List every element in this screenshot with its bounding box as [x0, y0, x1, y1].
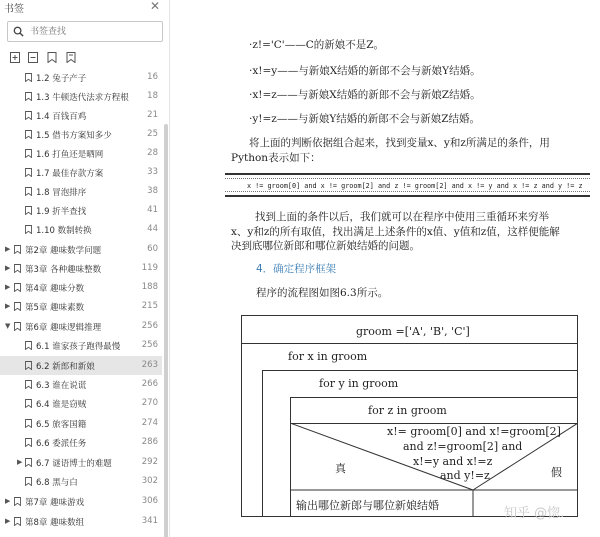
document-page [178, 0, 600, 537]
bookmark-icon [25, 149, 32, 158]
text-line-xz: ·x!=z——与新娘X结婚的新郎不会与新娘Z结婚。 [249, 89, 481, 101]
bookmark-icon [14, 302, 21, 311]
flow-loop-z: for z in groom [368, 404, 447, 417]
bookmark-page-number: 302 [141, 476, 158, 486]
bookmark-label: 1.10 数制转换 [36, 226, 92, 236]
bookmark-item[interactable] [0, 492, 162, 511]
bookmark-label: 1.5 借书方案知多少 [36, 131, 112, 141]
sidebar-header [0, 0, 170, 14]
flow-init: groom =['A', 'B', 'C'] [356, 325, 470, 338]
paragraph-1-line-2: Python表示如下： [231, 152, 321, 164]
bookmark-item[interactable] [0, 240, 162, 259]
bookmark-item[interactable] [0, 512, 162, 531]
flow-true-label: 真 [335, 462, 346, 475]
sidebar-title: 书签 [4, 4, 24, 15]
bookmark-item[interactable] [0, 220, 162, 239]
bookmark-page-number: 266 [141, 379, 158, 389]
bookmark-icon [25, 419, 32, 428]
bookmark-icon [25, 92, 32, 101]
bookmark-label: 6.1 谁家孩子跑得最慢 [36, 342, 121, 352]
bookmark-page-number: 263 [141, 360, 158, 370]
collapsed-caret-icon[interactable]: ▶ [5, 517, 11, 525]
bookmark-icon [25, 187, 32, 196]
bookmark-item[interactable] [0, 453, 162, 472]
bookmark-label: 第6章 趣味逻辑推理 [25, 323, 102, 333]
flow-false-label: 假 [551, 466, 562, 479]
code-rule-top [225, 178, 590, 179]
bookmark-search-input[interactable] [30, 24, 158, 39]
bookmark-icon [25, 168, 32, 177]
bookmark-icon [25, 399, 32, 408]
code-block [225, 173, 590, 197]
bookmark-option-icon[interactable] [66, 52, 76, 63]
bookmark-search-box[interactable] [7, 21, 163, 42]
bookmark-sidebar [0, 0, 170, 537]
bookmark-icon [25, 73, 32, 82]
expanded-caret-icon[interactable]: ▼ [5, 322, 11, 330]
bookmark-label: 第8章 趣味数组 [25, 518, 85, 528]
text-line-xy: ·x!=y——与新娘X结婚的新郎不会与新娘Y结婚。 [249, 65, 481, 77]
bookmark-label: 1.2 兔子产子 [36, 74, 87, 84]
bookmark-icon [14, 497, 21, 506]
collapsed-caret-icon[interactable]: ▶ [5, 497, 11, 505]
bookmark-page-number: 215 [141, 301, 158, 311]
bookmark-page-number: 274 [141, 418, 158, 428]
bookmark-item[interactable] [0, 259, 162, 278]
bookmark-item[interactable] [0, 182, 162, 201]
bookmark-item[interactable] [0, 336, 162, 355]
bookmark-icon [14, 245, 21, 254]
close-icon[interactable]: ✕ [149, 0, 160, 13]
bookmark-page-number: 21 [147, 110, 158, 120]
bookmark-icon [25, 111, 32, 120]
bookmark-page-number: 256 [141, 321, 158, 331]
collapsed-caret-icon[interactable]: ▶ [5, 245, 11, 253]
bookmark-label: 6.3 谁在说谎 [36, 381, 87, 391]
bookmark-label: 1.9 折半查找 [36, 207, 87, 217]
bookmark-icon [25, 458, 32, 467]
add-bookmark-icon[interactable] [47, 52, 57, 63]
bookmark-label: 1.7 最佳存款方案 [36, 169, 104, 179]
flow-condition-4: and y!=z [440, 469, 490, 482]
bookmark-page-number: 25 [147, 129, 158, 139]
sidebar-scrollbar[interactable] [164, 70, 169, 537]
flow-output: 输出哪位新郎与哪位新娘结婚 [296, 499, 439, 512]
bookmark-page-number: 44 [147, 224, 158, 234]
bookmark-page-number: 306 [141, 496, 158, 506]
flow-loop-x: for x in groom [288, 350, 368, 363]
collapsed-caret-icon[interactable]: ▶ [17, 458, 23, 466]
bookmark-page-number: 28 [147, 148, 158, 158]
bookmark-icon [14, 517, 21, 526]
bookmark-page-number: 188 [141, 282, 158, 292]
bookmark-item[interactable] [0, 106, 162, 125]
bookmark-label: 1.8 冒泡排序 [36, 188, 87, 198]
text-line-z: ·z!='C'——C的新娘不是Z。 [249, 39, 385, 51]
paragraph-2-line-2: x、y和z的所有取值，找出满足上述条件的x值、y值和z值，这样便能解 [231, 226, 560, 238]
bookmark-page-number: 38 [147, 186, 158, 196]
bookmark-page-number: 16 [147, 72, 158, 82]
bookmark-item[interactable] [0, 163, 162, 182]
text-line-yz: ·y!=z——与新娘Y结婚的新郎不会与新娘Z结婚。 [249, 113, 481, 125]
bookmark-label: 第5章 趣味素数 [25, 303, 85, 313]
bookmark-item[interactable] [0, 472, 162, 491]
bookmark-icon [25, 130, 32, 139]
bookmark-item[interactable] [0, 125, 162, 144]
bookmark-icon [14, 322, 21, 331]
bookmark-label: 1.4 百钱百鸡 [36, 112, 87, 122]
bookmark-icon [25, 477, 32, 486]
bookmark-page-number: 33 [147, 167, 158, 177]
bookmark-label: 6.8 黑与白 [36, 478, 78, 488]
bookmark-page-number: 18 [147, 91, 158, 101]
bookmark-label: 第4章 趣味分数 [25, 284, 85, 294]
bookmark-page-number: 341 [141, 516, 158, 526]
flow-condition-3: x!=y and x!=z [413, 455, 493, 468]
flow-condition-1: x!= groom[0] and x!=groom[2] [387, 425, 561, 438]
bookmark-item[interactable] [0, 394, 162, 413]
bookmark-label: 第7章 趣味游戏 [25, 498, 85, 508]
bookmark-page-number: 119 [141, 263, 158, 273]
collapse-all-icon[interactable] [28, 52, 38, 63]
watermark: 知乎 @惚. [504, 506, 565, 521]
bookmark-item[interactable] [0, 317, 162, 336]
bookmark-icon [25, 361, 32, 370]
flow-loop-y: for y in groom [319, 377, 399, 390]
paragraph-3: 程序的流程图如图6.3所示。 [256, 287, 389, 299]
bookmark-page-number: 41 [147, 205, 158, 215]
bookmark-item[interactable] [0, 278, 162, 297]
bookmark-label: 6.4 谁是窃贼 [36, 400, 87, 410]
bookmark-item[interactable] [0, 356, 162, 375]
bookmark-page-number: 60 [147, 244, 158, 254]
bookmark-page-number: 286 [141, 437, 158, 447]
collapsed-caret-icon[interactable]: ▶ [5, 302, 11, 310]
bookmark-icon [25, 341, 32, 350]
code-rule-bottom [225, 191, 590, 192]
bookmark-item[interactable] [0, 297, 162, 316]
collapsed-caret-icon[interactable]: ▶ [5, 264, 11, 272]
bookmark-label: 第2章 趣味数学问题 [25, 246, 102, 256]
bookmark-page-number: 256 [141, 340, 158, 350]
bookmark-page-number: 292 [141, 457, 158, 467]
bookmark-item[interactable] [0, 414, 162, 433]
bookmark-item[interactable] [0, 144, 162, 163]
bookmark-label: 1.3 牛顿迭代法求方程根 [36, 93, 129, 103]
flow-condition-2: and z!=groom[2] and [403, 440, 523, 453]
bookmark-item[interactable] [0, 68, 162, 87]
bookmark-icon [25, 225, 32, 234]
bookmark-page-number: 270 [141, 398, 158, 408]
expand-all-icon[interactable] [10, 52, 20, 63]
search-icon [13, 26, 24, 37]
paragraph-2-line-3: 决到底哪位新郎和哪位新娘结婚的问题。 [231, 240, 420, 252]
collapsed-caret-icon[interactable]: ▶ [5, 283, 11, 291]
bookmark-icon [25, 380, 32, 389]
bookmark-icon [25, 438, 32, 447]
bookmark-icon [14, 264, 21, 273]
bookmark-label: 6.6 委派任务 [36, 439, 87, 449]
bookmark-label: 6.2 新郎和新娘 [36, 362, 95, 372]
bookmark-label: 6.5 旅客国籍 [36, 420, 87, 430]
scrollbar-thumb[interactable] [164, 124, 168, 537]
bookmark-item[interactable] [0, 433, 162, 452]
bookmark-item[interactable] [0, 375, 162, 394]
bookmark-label: 第3章 各种趣味整数 [25, 265, 102, 275]
bookmark-icon [14, 283, 21, 292]
bookmark-item[interactable] [0, 201, 162, 220]
paragraph-1-line-1: 将上面的判断依据组合起来，找到变量x、y和z所满足的条件，用 [249, 137, 550, 149]
bookmark-item[interactable] [0, 87, 162, 106]
bookmark-label: 1.6 打鱼还是晒网 [36, 150, 104, 160]
bookmark-icon [25, 206, 32, 215]
paragraph-2-line-1: 找到上面的条件以后，我们就可以在程序中使用三重循环来穷举 [255, 211, 549, 223]
section-heading: 4．确定程序框架 [256, 263, 337, 275]
code-text: x != groom[0] and x != groom[2] and z != groom[2] and x != y and x != z and y != z [247, 182, 583, 190]
bookmark-label: 6.7 谜语博士的难题 [36, 459, 112, 469]
